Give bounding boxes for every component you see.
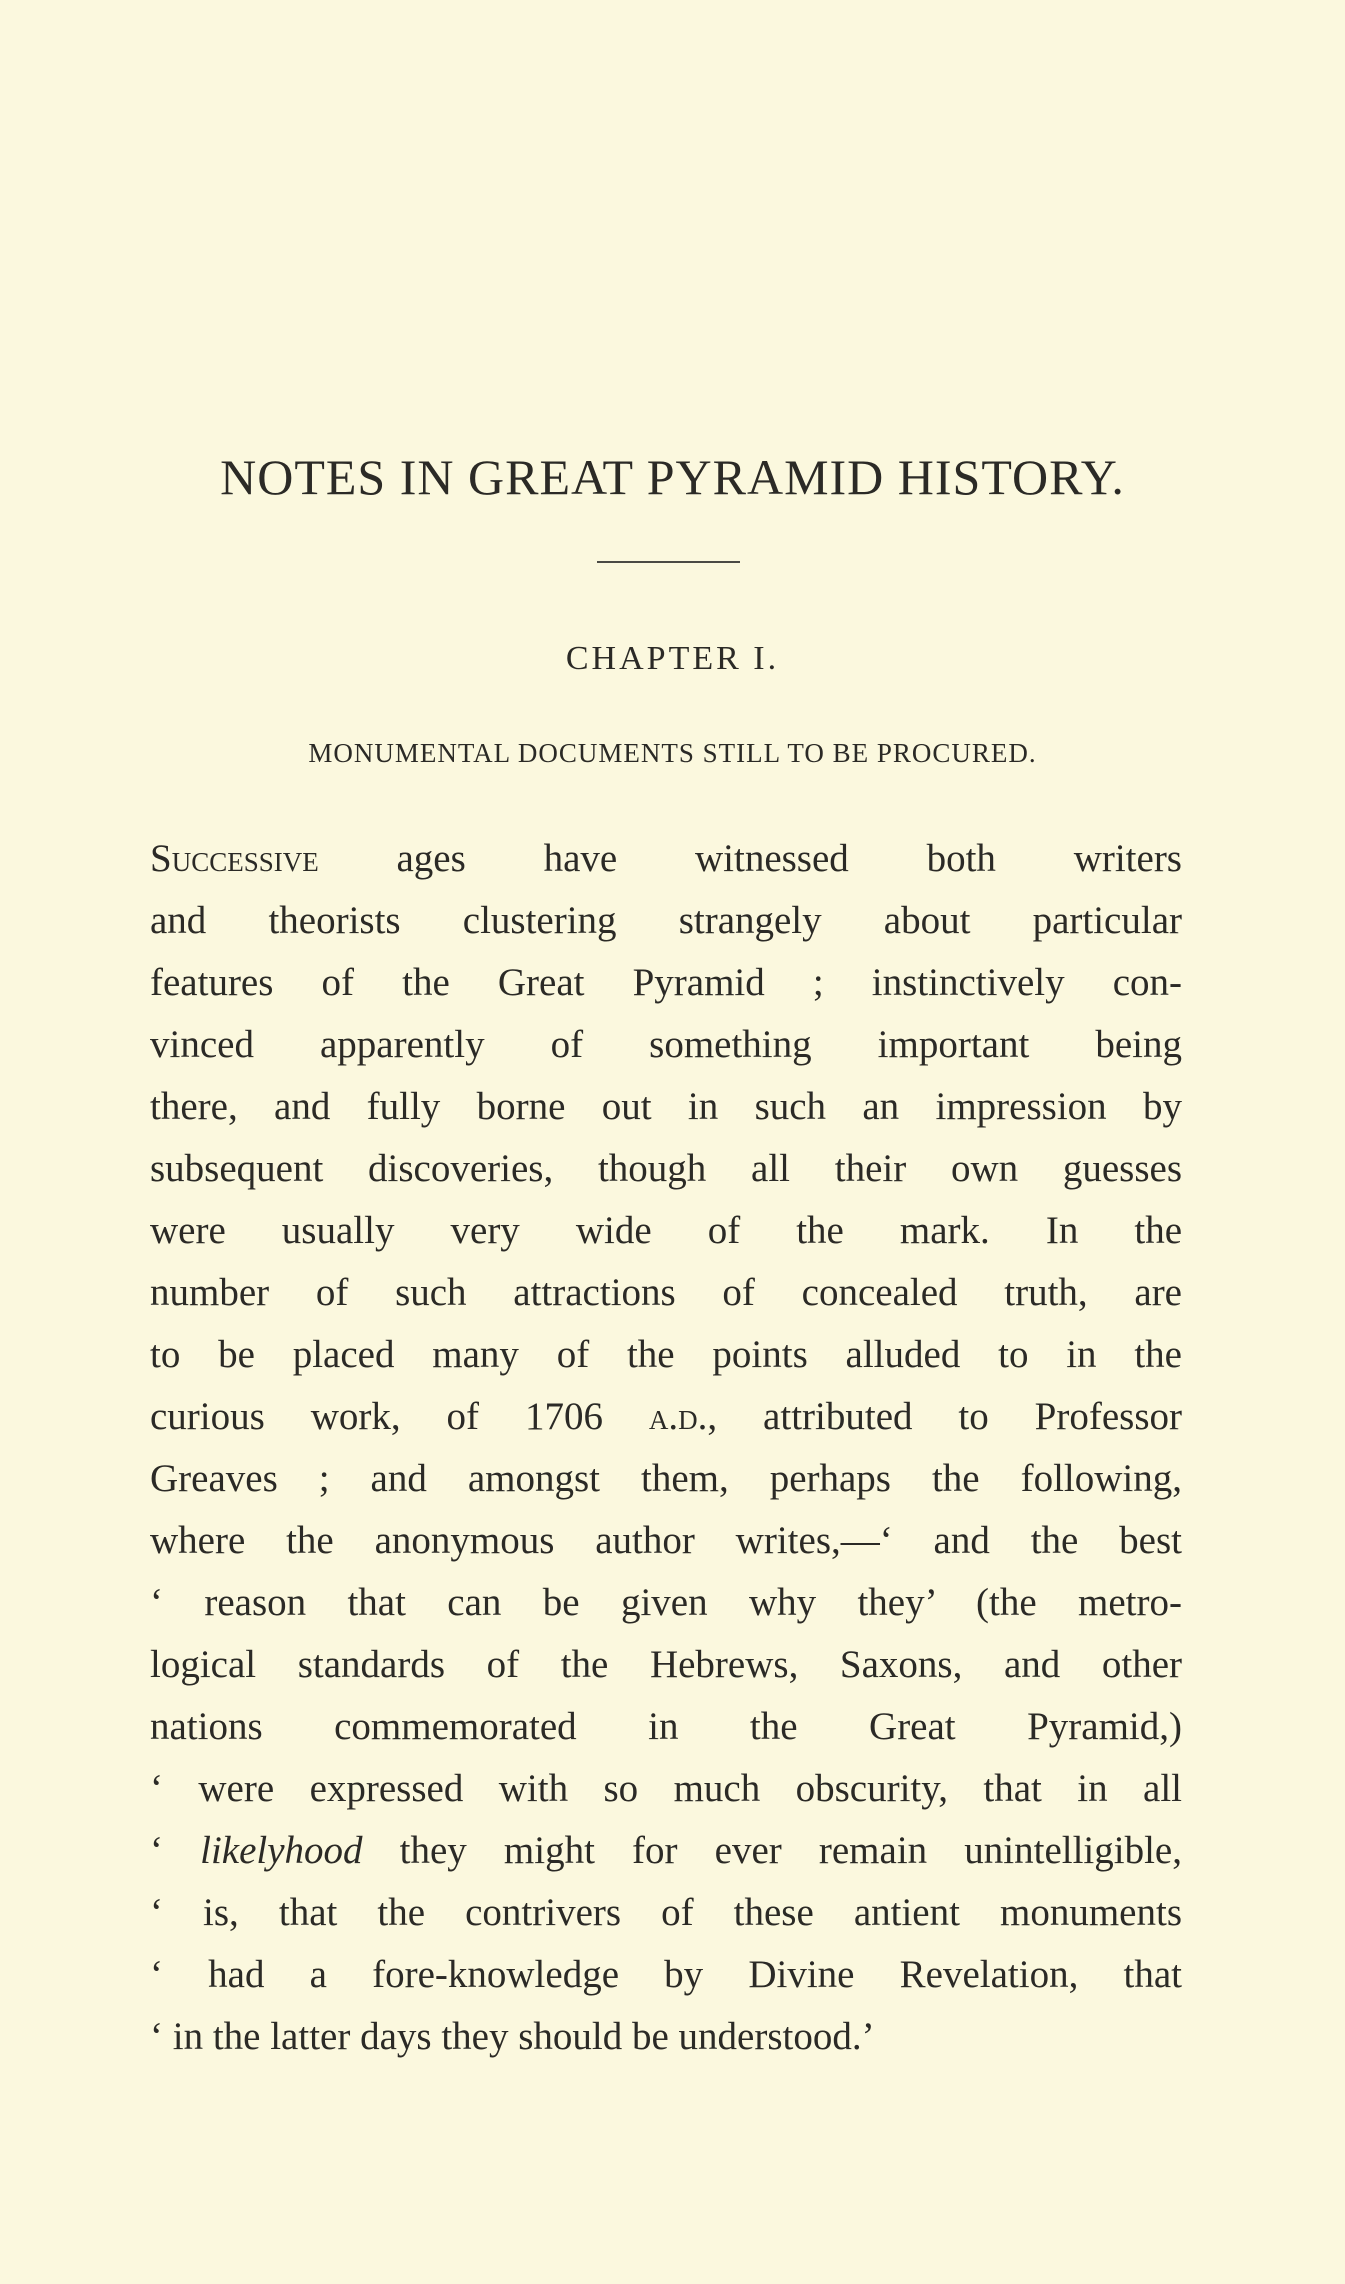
text-segment: , attributed to Professor — [707, 1395, 1183, 1438]
text-segment: logical standards of the Hebrews, Saxons, and other — [150, 1643, 1182, 1686]
divider-rule — [597, 561, 740, 563]
text-line — [150, 1882, 1182, 1944]
text-segment: likelyhood — [200, 1829, 363, 1872]
text-segment: where the anonymous author writes,—‘ and the best — [150, 1519, 1182, 1562]
text-segment: were usually very wide of the mark. In the — [150, 1209, 1182, 1252]
text-line — [150, 2006, 1182, 2068]
text-segment: ages have witnessed both writers — [318, 837, 1182, 880]
text-line — [150, 1448, 1182, 1510]
text-segment: there, and fully borne out in such an impression by — [150, 1085, 1182, 1128]
text-segment: ‘ in the latter days they should be understood.’ — [150, 2015, 875, 2058]
text-line — [150, 1634, 1182, 1696]
page-title: NOTES IN GREAT PYRAMID HISTORY. — [220, 449, 1125, 505]
body-text — [150, 828, 1182, 2068]
text-segment: subsequent discoveries, though all their own guesses — [150, 1147, 1182, 1190]
text-line — [150, 890, 1182, 952]
text-line — [150, 1510, 1182, 1572]
text-line — [150, 1076, 1182, 1138]
text-segment: ‘ reason that can be given why they’ (the metro- — [150, 1581, 1182, 1624]
text-segment: features of the Great Pyramid ; instinctively con- — [150, 961, 1182, 1004]
text-segment: ‘ is, that the contrivers of these antient monuments — [150, 1891, 1182, 1934]
text-line — [150, 1014, 1182, 1076]
text-line — [150, 1200, 1182, 1262]
text-line — [150, 1820, 1182, 1882]
text-line — [150, 1262, 1182, 1324]
text-segment: curious work, of 1706 — [150, 1395, 649, 1438]
text-segment: vinced apparently of something important being — [150, 1023, 1182, 1066]
text-line — [150, 828, 1182, 890]
text-segment: to be placed many of the points alluded to in the — [150, 1333, 1182, 1376]
text-line — [150, 1696, 1182, 1758]
text-segment: and theorists clustering strangely about particular — [150, 899, 1182, 942]
chapter-subtitle: MONUMENTAL DOCUMENTS STILL TO BE PROCURED. — [308, 738, 1037, 768]
chapter-heading: CHAPTER I. — [565, 640, 780, 677]
text-segment: ‘ had a fore-knowledge by Divine Revelation, that — [150, 1953, 1182, 1996]
text-line — [150, 1944, 1182, 2006]
text-line — [150, 952, 1182, 1014]
text-segment: they might for ever remain unintelligible, — [362, 1829, 1182, 1872]
text-line — [150, 1758, 1182, 1820]
text-line — [150, 1572, 1182, 1634]
text-line — [150, 1138, 1182, 1200]
text-line — [150, 1386, 1182, 1448]
text-segment: a.d. — [648, 1395, 708, 1438]
text-segment: nations commemorated in the Great Pyramid,) — [150, 1705, 1182, 1748]
text-line — [150, 1324, 1182, 1386]
text-segment: Successive — [150, 837, 319, 880]
text-segment: Greaves ; and amongst them, perhaps the following, — [150, 1457, 1182, 1500]
text-segment: ‘ were expressed with so much obscurity, that in all — [150, 1767, 1182, 1810]
text-segment: ‘ — [150, 1829, 201, 1872]
text-segment: number of such attractions of concealed truth, are — [150, 1271, 1182, 1314]
